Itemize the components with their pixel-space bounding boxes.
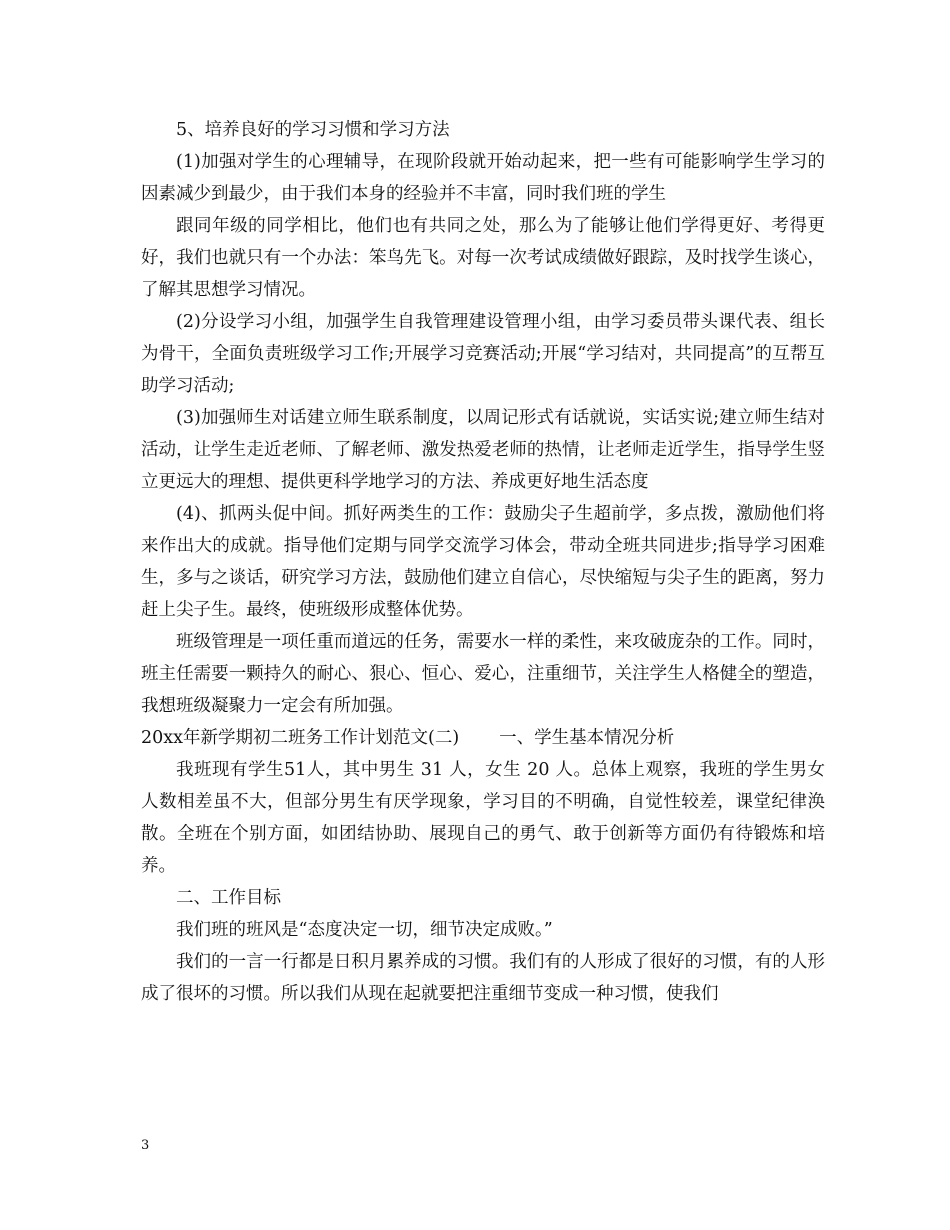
paragraph-habits: 我们的一言一行都是日积月累养成的习惯。我们有的人形成了很好的习惯，有的人形成了很坏的习惯。所以我们从现在起就要把注重细节变成一种习惯，使我们 [141, 952, 825, 1004]
document-body [141, 114, 825, 1010]
section-heading-work-goals: 二、工作目标 [176, 888, 281, 908]
paragraph-student-stats: 我班现有学生51人，其中男生 31 人，女生 20 人。总体上观察，我班的学生男女人数相差虽不大，但部分男生有厌学现象，学习目的不明确，自觉性较差，课堂纪律涣散。全班在个别方面，如团结协助、展现自己的勇气、敢于创新等方面仍有待锻炼和培养。 [141, 760, 825, 876]
document-title-line [141, 722, 825, 754]
document-title: 20xx年新学期初二班务工作计划范文(二) [141, 728, 460, 748]
paragraph-compare-peers: 跟同年级的同学相比，他们也有共同之处，那么为了能够让他们学得更好、考得更好，我们也就只有一个办法：笨鸟先飞。对每一次考试成绩做好跟踪，及时找学生谈心，了解其思想学习情况。 [141, 216, 825, 300]
heading-study-habits: 5、培养良好的学习习惯和学习方法 [176, 120, 450, 140]
paragraph-class-motto: 我们班的班风是“态度决定一切，细节决定成败。” [176, 920, 553, 940]
paragraph-both-ends: (4)、抓两头促中间。抓好两类生的工作：鼓励尖子生超前学，多点拨，激励他们将来作出大的成就。指导他们定期与同学交流学习体会，带动全班共同进步;指导学习困难生，多与之谈话，研究学习方法，鼓励他们建立自信心，尽快缩短与尖子生的距离，努力赶上尖子生。最终，使班级形成整体优势。 [141, 504, 825, 620]
paragraph-class-management: 班级管理是一项任重而道远的任务，需要水一样的柔性，来攻破庞杂的工作。同时，班主任需要一颗持久的耐心、狠心、恒心、爱心，注重细节，关注学生人格健全的塑造，我想班级凝聚力一定会有所加强。 [141, 632, 825, 716]
page-number: 3 [141, 1138, 150, 1153]
section-heading-student-analysis: 一、学生基本情况分析 [499, 728, 675, 748]
paragraph-study-groups: (2)分设学习小组，加强学生自我管理建设管理小组，由学习委员带头课代表、组长为骨干，全面负责班级学习工作;开展学习竞赛活动;开展“学习结对，共同提高”的互帮互助学习活动; [141, 312, 825, 396]
paragraph-psych-guidance: (1)加强对学生的心理辅导，在现阶段就开始动起来，把一些有可能影响学生学习的因素减少到最少，由于我们本身的经验并不丰富，同时我们班的学生 [141, 152, 825, 204]
paragraph-teacher-dialogue: (3)加强师生对话建立师生联系制度，以周记形式有话就说，实话实说;建立师生结对活动，让学生走近老师、了解老师、激发热爱老师的热情，让老师走近学生，指导学生竖立更远大的理想、提供更科学地学习的方法、养成更好地生活态度 [141, 408, 825, 492]
